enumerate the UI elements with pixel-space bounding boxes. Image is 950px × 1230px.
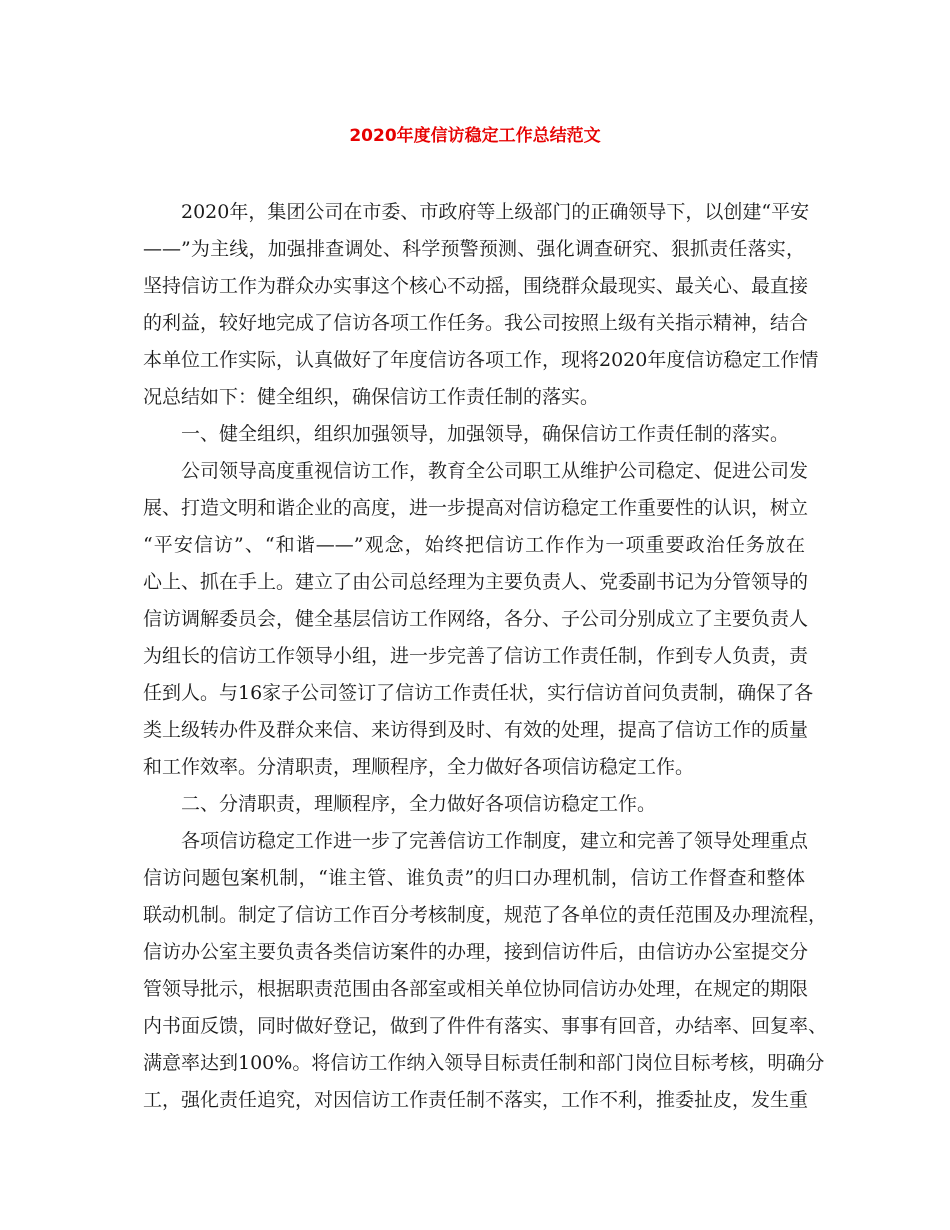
paragraph-line: “平安信访”、“和谐——”观念，始终把信访工作作为一项重要政治任务放在 — [143, 534, 805, 556]
paragraph-line: 信访办公室主要负责各类信访案件的办理，接到信访件后，由信访办公室提交分 — [143, 941, 809, 963]
section-heading-1: 一、健全组织，组织加强领导，加强领导，确保信访工作责任制的落实。 — [181, 423, 790, 445]
paragraph-line: 类上级转办件及群众来信、来访得到及时、有效的处理，提高了信访工作的质量 — [143, 719, 809, 741]
paragraph-line: 联动机制。制定了信访工作百分考核制度，规范了各单位的责任范围及办理流程， — [143, 904, 828, 926]
paragraph-line: 满意率达到100%。将信访工作纳入领导目标责任制和部门岗位目标考核，明确分 — [143, 1052, 825, 1074]
paragraph-line: ——”为主线，加强排查调处、科学预警预测、强化调查研究、狠抓责任落实， — [143, 238, 805, 260]
paragraph-line: 心上、抓在手上。建立了由公司总经理为主要负责人、党委副书记为分管领导的 — [143, 571, 809, 593]
paragraph-line: 本单位工作实际，认真做好了年度信访各项工作，现将2020年度信访稳定工作情 — [143, 349, 819, 371]
paragraph-line: 为组长的信访工作领导小组，进一步完善了信访工作责任制，作到专人负责，责 — [143, 645, 809, 667]
paragraph-line: 工，强化责任追究，对因信访工作责任制不落实，工作不利，推委扯皮，发生重 — [143, 1089, 809, 1111]
section-heading-2: 二、分清职责，理顺程序，全力做好各项信访稳定工作。 — [181, 793, 657, 815]
paragraph-line: 管领导批示，根据职责范围由各部室或相关单位协同信访办处理，在规定的期限 — [143, 978, 809, 1000]
paragraph-line: 坚持信访工作为群众办实事这个核心不动摇，围绕群众最现实、最关心、最直接 — [143, 275, 809, 297]
document-title: 2020年度信访稳定工作总结范文 — [349, 126, 601, 146]
paragraph-line: 况总结如下：健全组织，确保信访工作责任制的落实。 — [143, 386, 600, 408]
paragraph-line: 内书面反馈，同时做好登记，做到了件件有落实、事事有回音，办结率、回复率、 — [143, 1015, 828, 1037]
paragraph-line: 信访问题包案机制，“谁主管、谁负责”的归口办理机制，信访工作督查和整体 — [143, 867, 805, 889]
paragraph-line: 任到人。与16家子公司签订了信访工作责任状，实行信访首问负责制，确保了各 — [143, 682, 814, 704]
paragraph-line: 的利益，较好地完成了信访各项工作任务。我公司按照上级有关指示精神，结合 — [143, 312, 809, 334]
paragraph-line: 公司领导高度重视信访工作，教育全公司职工从维护公司稳定、促进公司发 — [181, 460, 809, 482]
paragraph-line: 展、打造文明和谐企业的高度，进一步提高对信访稳定工作重要性的认识，树立 — [143, 497, 809, 519]
paragraph-line: 信访调解委员会，健全基层信访工作网络，各分、子公司分别成立了主要负责人 — [143, 608, 809, 630]
paragraph-line: 各项信访稳定工作进一步了完善信访工作制度，建立和完善了领导处理重点 — [181, 830, 809, 852]
paragraph-line: 2020年，集团公司在市委、市政府等上级部门的正确领导下，以创建“平安 — [181, 201, 810, 223]
paragraph-line: 和工作效率。分清职责，理顺程序，全力做好各项信访稳定工作。 — [143, 756, 695, 778]
